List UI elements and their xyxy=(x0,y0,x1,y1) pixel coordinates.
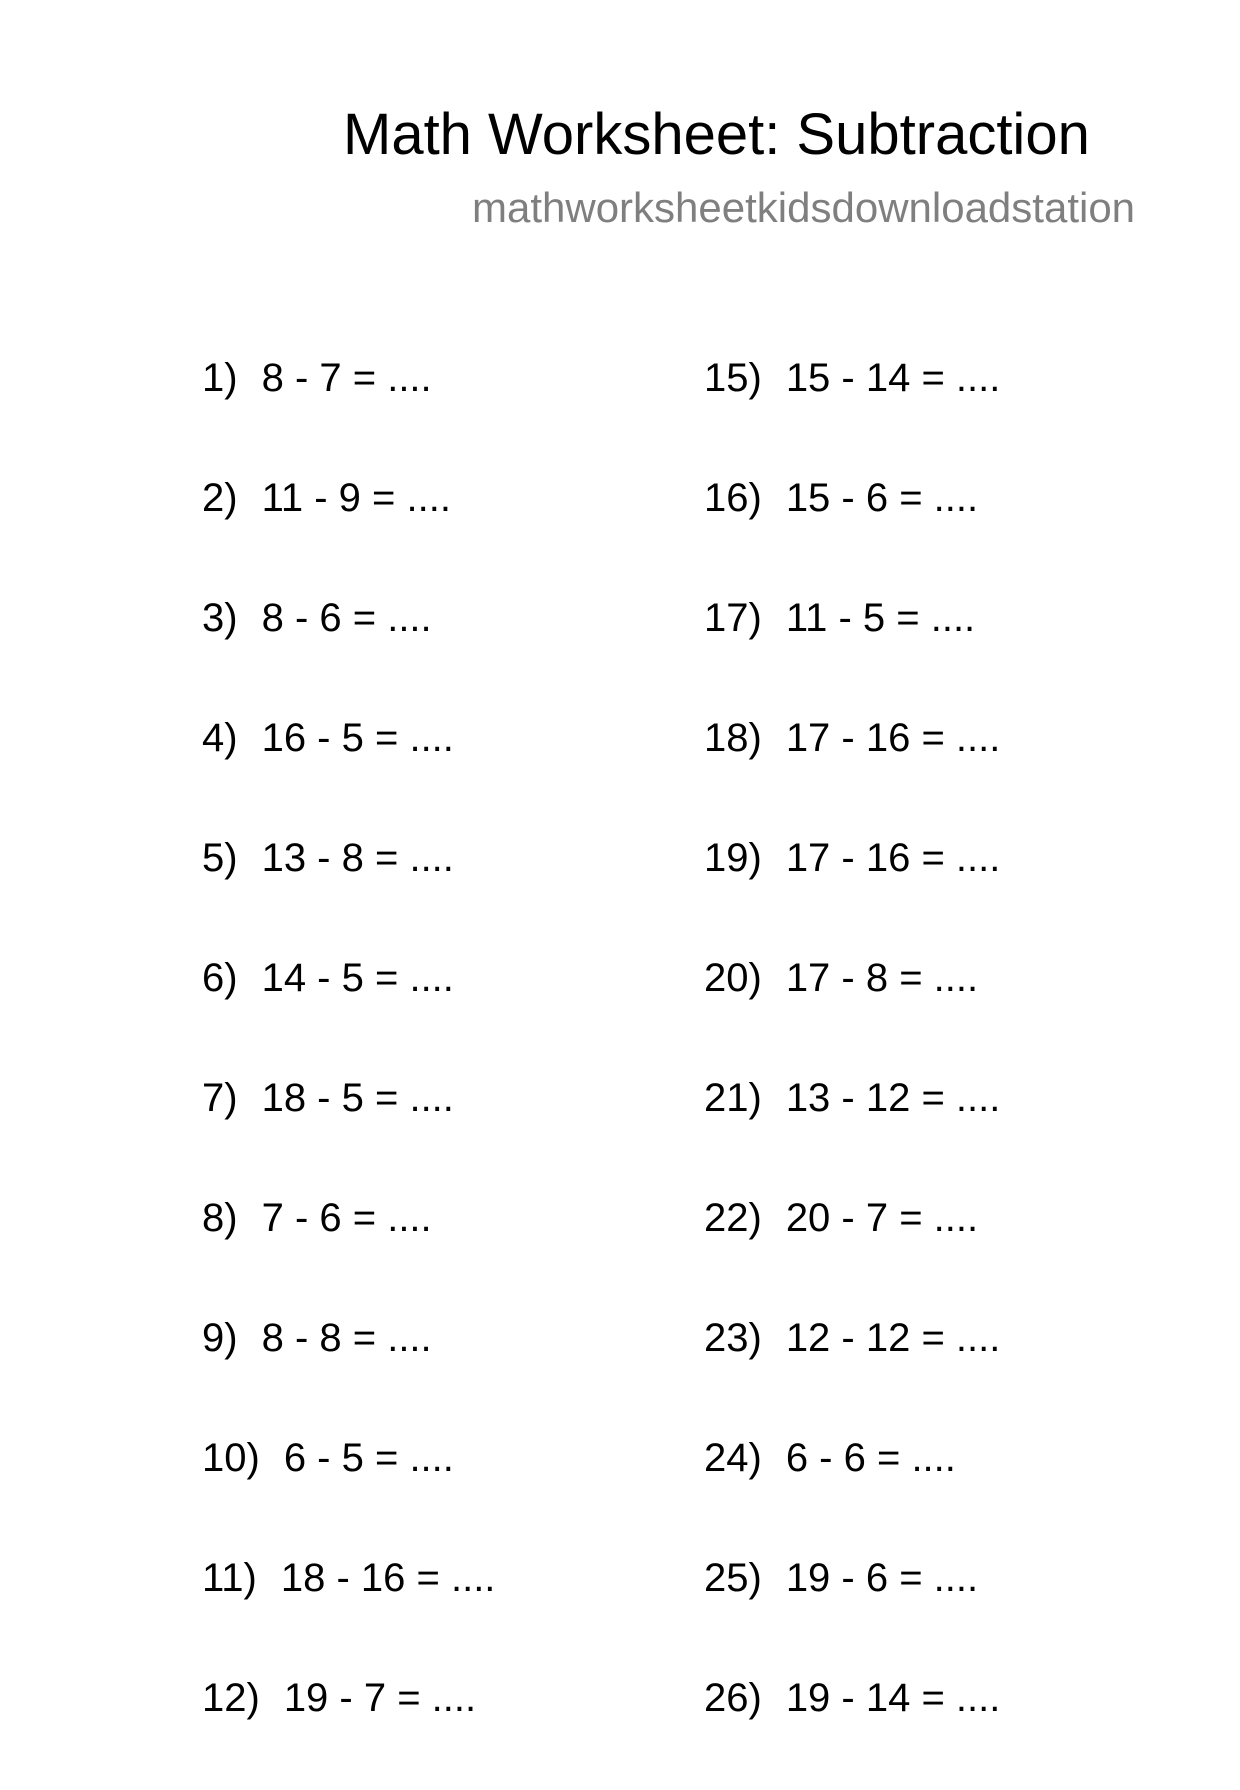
problem-number: 18) xyxy=(704,716,762,760)
problem-expression: 14 - 5 = .... xyxy=(261,956,454,1000)
problem-expression: 15 - 6 = .... xyxy=(785,476,979,520)
problem-item xyxy=(202,1550,495,1670)
problem-expression: 11 - 5 = .... xyxy=(785,596,976,640)
problem-item xyxy=(202,1430,495,1550)
problem-number: 5) xyxy=(202,836,238,880)
problem-expression: 11 - 9 = .... xyxy=(261,476,451,520)
problem-number: 23) xyxy=(704,1316,762,1360)
problem-item xyxy=(202,1670,495,1790)
problem-number: 26) xyxy=(704,1676,762,1720)
problem-number: 10) xyxy=(202,1436,260,1480)
problem-item xyxy=(704,1430,1000,1550)
problem-expression: 19 - 6 = .... xyxy=(785,1556,979,1600)
problem-number: 7) xyxy=(202,1076,238,1120)
problem-number: 24) xyxy=(704,1436,762,1480)
problem-expression: 8 - 6 = .... xyxy=(261,596,432,640)
problem-number: 17) xyxy=(704,596,762,640)
problem-expression: 8 - 7 = .... xyxy=(261,356,432,400)
problem-expression: 18 - 16 = .... xyxy=(280,1556,496,1600)
problem-item xyxy=(202,1070,495,1190)
problem-number: 4) xyxy=(202,716,238,760)
problem-item xyxy=(704,830,1000,950)
problem-expression: 6 - 6 = .... xyxy=(785,1436,956,1480)
problem-expression: 20 - 7 = .... xyxy=(785,1196,979,1240)
problem-expression: 18 - 5 = .... xyxy=(261,1076,454,1120)
problem-item xyxy=(202,350,495,470)
problem-number: 1) xyxy=(202,356,238,400)
problem-number: 8) xyxy=(202,1196,238,1240)
problem-number: 22) xyxy=(704,1196,762,1240)
problem-item xyxy=(704,950,1000,1070)
problem-number: 12) xyxy=(202,1676,260,1720)
problem-expression: 15 - 14 = .... xyxy=(785,356,1001,400)
problem-expression: 8 - 8 = .... xyxy=(261,1316,432,1360)
problem-number: 15) xyxy=(704,356,762,400)
problem-item xyxy=(704,1070,1000,1190)
problem-expression: 19 - 7 = .... xyxy=(283,1676,477,1720)
worksheet-title: Math Worksheet: Subtraction xyxy=(343,102,1090,167)
problem-item xyxy=(202,710,495,830)
problem-expression: 17 - 16 = .... xyxy=(785,716,1001,760)
problem-item xyxy=(704,710,1000,830)
worksheet-subtitle: mathworksheetkidsdownloadstation xyxy=(472,184,1136,231)
problem-item xyxy=(202,830,495,950)
problem-expression: 17 - 8 = .... xyxy=(785,956,979,1000)
problem-number: 19) xyxy=(704,836,762,880)
problem-item xyxy=(704,470,1000,590)
problem-item xyxy=(202,950,495,1070)
problem-item xyxy=(704,1550,1000,1670)
problem-item xyxy=(202,590,495,710)
problem-item xyxy=(202,470,495,590)
problem-number: 9) xyxy=(202,1316,238,1360)
problem-expression: 6 - 5 = .... xyxy=(283,1436,454,1480)
problem-number: 11) xyxy=(202,1556,257,1600)
problem-item xyxy=(704,1190,1000,1310)
problem-expression: 13 - 12 = .... xyxy=(785,1076,1001,1120)
problem-expression: 16 - 5 = .... xyxy=(261,716,454,760)
problem-item xyxy=(704,1670,1000,1790)
problem-number: 25) xyxy=(704,1556,762,1600)
problem-item xyxy=(704,350,1000,470)
left-problem-column xyxy=(202,350,495,1790)
problem-number: 6) xyxy=(202,956,238,1000)
problem-item xyxy=(704,1310,1000,1430)
problem-number: 2) xyxy=(202,476,238,520)
problem-number: 3) xyxy=(202,596,238,640)
problem-number: 20) xyxy=(704,956,762,1000)
problem-item xyxy=(704,590,1000,710)
problem-number: 16) xyxy=(704,476,762,520)
problem-expression: 17 - 16 = .... xyxy=(785,836,1001,880)
problem-expression: 13 - 8 = .... xyxy=(261,836,454,880)
problem-number: 21) xyxy=(704,1076,762,1120)
problem-item xyxy=(202,1190,495,1310)
problem-expression: 7 - 6 = .... xyxy=(261,1196,432,1240)
problem-item xyxy=(202,1310,495,1430)
right-problem-column xyxy=(704,350,1000,1790)
problem-expression: 12 - 12 = .... xyxy=(785,1316,1001,1360)
problem-expression: 19 - 14 = .... xyxy=(785,1676,1001,1720)
